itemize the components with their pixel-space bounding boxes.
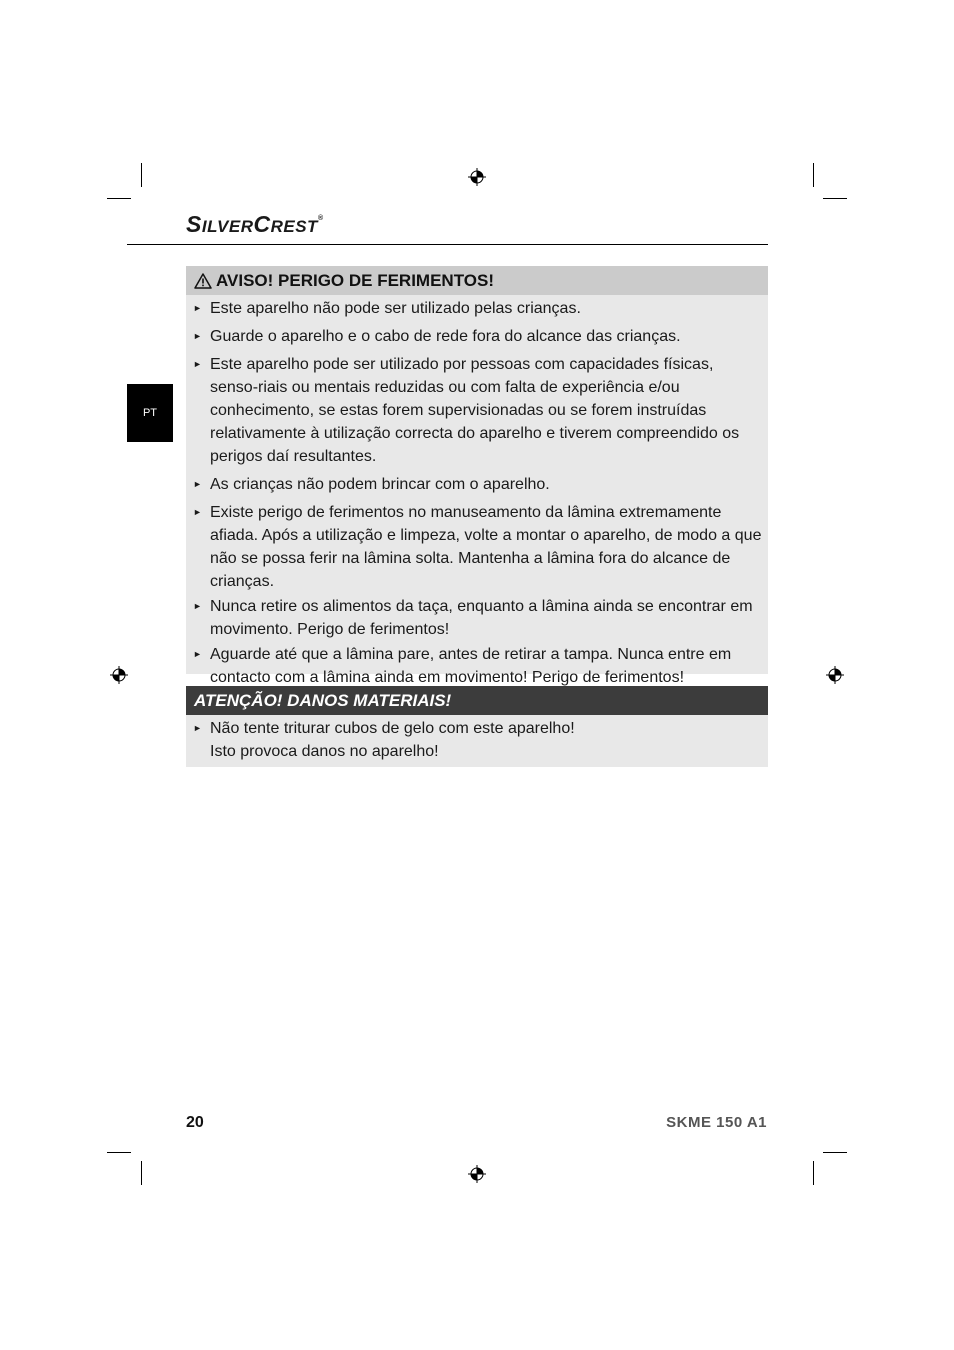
crop-mark	[823, 198, 847, 199]
warning-box	[186, 266, 768, 686]
arrow-right-icon: ►	[193, 649, 202, 659]
arrow-right-icon: ►	[193, 359, 202, 369]
arrow-right-icon: ►	[193, 303, 202, 313]
warning-triangle-icon	[194, 273, 212, 289]
registration-mark-icon	[110, 666, 128, 684]
list-item: ► As crianças não podem brincar com o aparelho.	[186, 473, 762, 496]
crop-mark	[141, 1161, 142, 1185]
registration-mark-icon	[468, 1165, 486, 1183]
list-item: ► Este aparelho pode ser utilizado por pessoas com capacidades físicas, senso-riais ou mentais reduzidas ou com falta de experiência e/ou conhecimento, se estas forem supervisionadas ou se forem instruídas relativamente à utilização correcta do aparelho e tiverem compreendido os perigos daí resultantes.	[186, 353, 762, 468]
crop-mark	[813, 1161, 814, 1185]
attention-box	[186, 686, 768, 767]
model-number: SKME 150 A1	[666, 1114, 767, 1131]
page-number: 20	[186, 1114, 204, 1131]
arrow-right-icon: ►	[193, 331, 202, 341]
header-rule	[127, 244, 768, 245]
registration-mark-icon	[468, 168, 486, 186]
list-item: ► Este aparelho não pode ser utilizado pelas crianças.	[186, 297, 762, 320]
list-item: ► Não tente triturar cubos de gelo com este aparelho! Isto provoca danos no aparelho!	[186, 717, 762, 763]
attention-box-title: ATENÇÃO! DANOS MATERIAIS!	[194, 690, 452, 710]
crop-mark	[107, 1152, 131, 1153]
crop-mark	[813, 163, 814, 187]
arrow-right-icon: ►	[193, 507, 202, 517]
language-tab-label: PT	[142, 407, 158, 419]
language-tab	[127, 384, 173, 442]
crop-mark	[107, 198, 131, 199]
crop-mark	[823, 1152, 847, 1153]
crop-mark	[141, 163, 142, 187]
list-item: ► Nunca retire os alimentos da taça, enquanto a lâmina ainda se encontrar em movimento. Perigo de ferimentos!	[186, 595, 762, 641]
arrow-right-icon: ►	[193, 723, 202, 733]
list-item: ► Guarde o aparelho e o cabo de rede fora do alcance das crianças.	[186, 325, 762, 348]
brand-logo: SILVERCREST®	[186, 211, 324, 237]
list-item: ► Aguarde até que a lâmina pare, antes de retirar a tampa. Nunca entre em contacto com a lâmina ainda em movimento! Perigo de ferimentos!	[186, 643, 762, 689]
arrow-right-icon: ►	[193, 479, 202, 489]
attention-box-header	[186, 686, 768, 715]
warning-box-header	[186, 266, 768, 295]
arrow-right-icon: ►	[193, 601, 202, 611]
attention-list	[186, 715, 768, 763]
registration-mark-icon	[826, 666, 844, 684]
list-item: ► Existe perigo de ferimentos no manuseamento da lâmina extremamente afiada. Após a utilização e limpeza, volte a montar o aparelho, de modo a que não se possa ferir na lâmina solta. Mantenha a lâmina fora do alcance de crianças.	[186, 501, 762, 593]
warning-box-title: AVISO! PERIGO DE FERIMENTOS!	[216, 270, 495, 290]
warning-list	[186, 295, 768, 689]
